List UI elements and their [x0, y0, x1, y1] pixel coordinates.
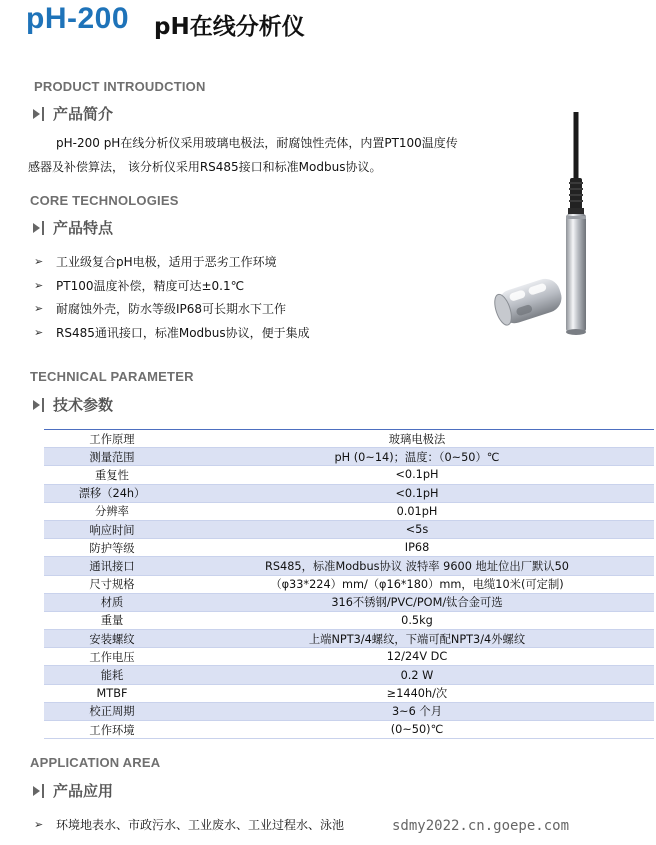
intro-text: pH-200 pH在线分析仪采用玻璃电极法，耐腐蚀性壳体，内置PT100温度传感器及补偿算法， 该分析仪采用RS485接口和标准Modbus协议。 — [28, 136, 458, 174]
arrow-bullet-icon: ➢ — [34, 278, 44, 292]
triangle-icon — [33, 400, 40, 410]
bar-icon — [42, 398, 44, 412]
list-item — [34, 816, 344, 833]
table-row: 工作电压 12/24V DC — [44, 648, 654, 666]
table-row: 安装螺纹 上端NPT3/4螺纹，下端可配NPT3/4外螺纹 — [44, 630, 654, 648]
table-row: 工作原理 玻璃电极法 — [44, 430, 654, 448]
table-row: 重量 0.5kg — [44, 611, 654, 629]
bar-icon — [42, 221, 44, 235]
table-row: 材质 316不锈钢/PVC/POM/钛合金可选 — [44, 593, 654, 611]
list-item: ➢ 工业级复合pH电极，适用于恶劣工作环境 — [34, 255, 277, 270]
arrow-bullet-icon: ➢ — [34, 302, 44, 316]
list-item: ➢ RS485通讯接口，标准Modbus协议，便于集成 — [34, 325, 310, 340]
intro-heading-cn: 产品简介 — [53, 105, 114, 123]
table-row: 测量范围 pH (0~14)；温度：（0~50）℃ — [44, 448, 654, 466]
ph-probe-image — [490, 112, 610, 352]
triangle-icon — [33, 223, 40, 233]
triangle-icon — [33, 109, 40, 119]
table-row: 防护等级 IP68 — [44, 539, 654, 557]
application-heading — [33, 780, 113, 801]
features-heading-en: CORE TECHNOLOGIES — [30, 193, 179, 208]
product-model: pH-200 — [26, 2, 130, 35]
features-heading — [33, 217, 113, 238]
table-row: 校正周期 3~6 个月 — [44, 702, 654, 720]
application-text: 环境地表水、市政污水、工业废水、工业过程水、泳池 — [56, 818, 345, 832]
table-row: 通讯接口 RS485，标准Modbus协议 波特率 9600 地址位出厂默认50 — [44, 557, 654, 575]
table-row: 工作环境 (0~50)℃ — [44, 721, 654, 739]
params-heading — [33, 394, 113, 415]
watermark: sdmy2022.cn.goepe.com — [392, 818, 570, 834]
params-heading-cn: 技术参数 — [53, 396, 114, 414]
table-row: 漂移（24h） <0.1pH — [44, 484, 654, 502]
table-row: 能耗 0.2 W — [44, 666, 654, 684]
triangle-icon — [33, 786, 40, 796]
arrow-bullet-icon: ➢ — [34, 255, 44, 269]
table-row: 响应时间 <5s — [44, 520, 654, 538]
table-row: 重复性 <0.1pH — [44, 466, 654, 484]
application-heading-cn: 产品应用 — [53, 782, 114, 800]
list-item: ➢ 耐腐蚀外壳，防水等级IP68可长期水下工作 — [34, 302, 287, 317]
table-row: 分辨率 0.01pH — [44, 502, 654, 520]
list-item: ➢ PT100温度补偿，精度可达±0.1℃ — [34, 278, 245, 293]
application-heading-en: APPLICATION AREA — [30, 755, 161, 770]
arrow-bullet-icon: ➢ — [34, 325, 44, 339]
bar-icon — [42, 784, 44, 798]
intro-heading — [33, 103, 113, 124]
table-row: 尺寸规格 （φ33*224）mm/（φ16*180）mm，电缆10米(可定制) — [44, 575, 654, 593]
params-table — [44, 429, 654, 739]
feature-list — [34, 250, 310, 344]
params-heading-en: TECHNICAL PARAMETER — [30, 369, 194, 384]
features-heading-cn: 产品特点 — [53, 219, 114, 237]
arrow-bullet-icon: ➢ — [34, 818, 44, 831]
intro-heading-en: PRODUCT INTROUDCTION — [34, 79, 206, 94]
product-name: pH在线分析仪 — [154, 14, 305, 40]
table-row: MTBF ≥1440h/次 — [44, 684, 654, 702]
bar-icon — [42, 107, 44, 121]
